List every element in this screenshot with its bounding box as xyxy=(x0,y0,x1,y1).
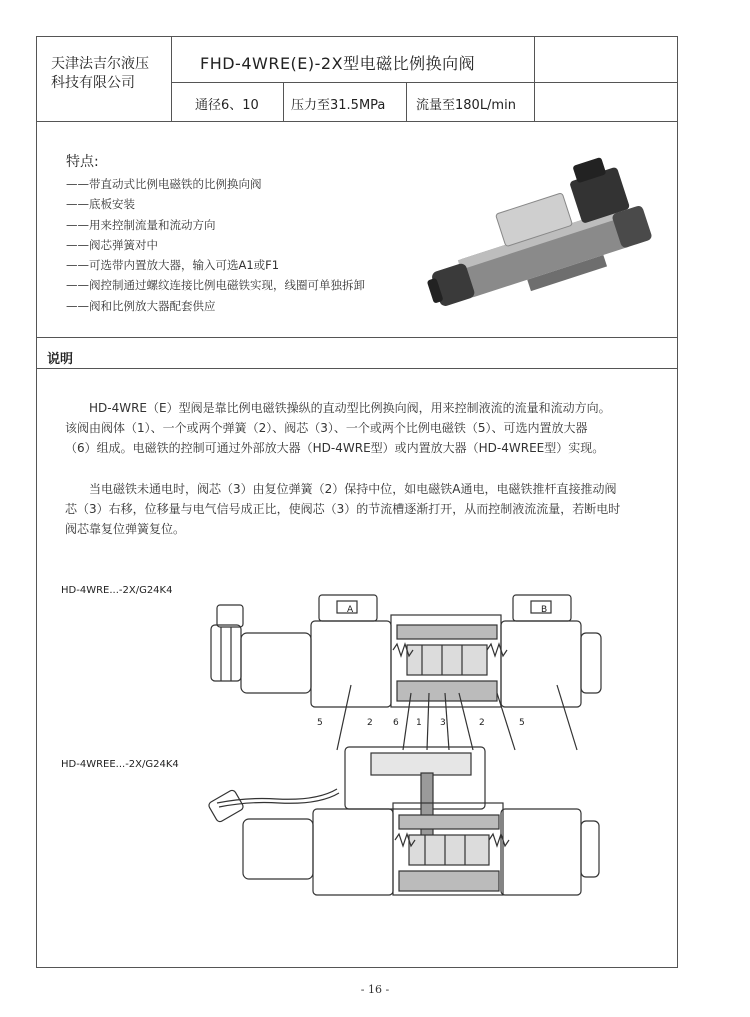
company-name xyxy=(51,55,171,93)
feature-item: ——带直动式比例电磁铁的比例换向阀 xyxy=(66,177,262,191)
paragraph-line: 芯（3）右移，位移量与电气信号成正比，使阀芯（3）的节流槽逐渐打开，从而控制液流流量，若断电时 xyxy=(65,502,621,516)
section-title-border xyxy=(37,368,677,369)
callout: 2 xyxy=(479,718,485,728)
feature-item: ——用来控制流量和流动方向 xyxy=(66,217,216,232)
paragraph-line: 当电磁铁未通电时，阀芯（3）由复位弹簧（2）保持中位，如电磁铁A通电，电磁铁推杆直接推动阀 xyxy=(89,482,617,496)
header-divider xyxy=(171,82,677,83)
header-bottom-border xyxy=(37,121,677,122)
solenoid-b-label: B xyxy=(541,605,548,615)
callout: 5 xyxy=(317,718,323,728)
page-number: - 16 - xyxy=(360,983,390,996)
feature-item: ——阀芯弹簧对中 xyxy=(66,237,158,252)
company-divider xyxy=(171,37,172,121)
feature-item: ——可选带内置放大器，输入可选A1或F1 xyxy=(66,258,280,273)
description-paragraph-2 xyxy=(65,479,665,539)
page-frame xyxy=(36,36,678,968)
feature-item: ——阀控制通过螺纹连接比例电磁铁实现，线圈可单独拆卸 xyxy=(66,278,365,293)
spec-divider-2 xyxy=(406,82,407,121)
spec-pressure: 压力至31.5MPa xyxy=(291,98,386,113)
paragraph-line: 该阀由阀体（1）、一个或两个弹簧（2）、阀芯（3）、一个或两个比例电磁铁（5）、可选内置放大器 xyxy=(65,421,588,435)
features-bottom-border xyxy=(37,337,677,338)
company-line-1: 天津法吉尔液压 xyxy=(51,56,149,72)
figure-1-label: HD-4WRE...-2X/G24K4 xyxy=(61,585,173,596)
callout: 2 xyxy=(367,718,373,728)
callout: 6 xyxy=(393,718,399,728)
title-right-divider xyxy=(534,37,535,121)
spec-divider-1 xyxy=(283,82,284,121)
product-title: FHD-4WRE(E)-2X型电磁比例换向阀 xyxy=(200,54,476,73)
company-line-2: 科技有限公司 xyxy=(51,75,135,91)
features-title: 特点: xyxy=(66,154,99,170)
features-list xyxy=(66,174,365,316)
spec-size: 通径6、10 xyxy=(195,98,259,113)
callout: 5 xyxy=(519,718,525,728)
figure-2-label: HD-4WREE...-2X/G24K4 xyxy=(61,759,179,770)
paragraph-line: （6）组成。电磁铁的控制可通过外部放大器（HD-4WRE型）或内置放大器（HD-4WREE型）实现。 xyxy=(65,441,605,455)
paragraph-line: HD-4WRE（E）型阀是靠比例电磁铁操纵的直动型比例换向阀，用来控制液流的流量和流动方向。 xyxy=(89,401,611,415)
feature-item: ——底板安装 xyxy=(66,197,135,212)
spec-flow: 流量至180L/min xyxy=(416,98,516,113)
description-title: 说明 xyxy=(47,352,74,367)
feature-item: ——阀和比例放大器配套供应 xyxy=(66,298,216,313)
callout: 3 xyxy=(440,718,446,728)
valve-diagram-wree xyxy=(197,743,597,903)
valve-product-photo xyxy=(417,155,657,335)
description-paragraph-1 xyxy=(65,398,665,458)
callout: 1 xyxy=(416,718,422,728)
valve-diagram-wre xyxy=(197,585,597,735)
solenoid-a-label: A xyxy=(347,605,354,615)
paragraph-line: 阀芯靠复位弹簧复位。 xyxy=(65,522,186,536)
